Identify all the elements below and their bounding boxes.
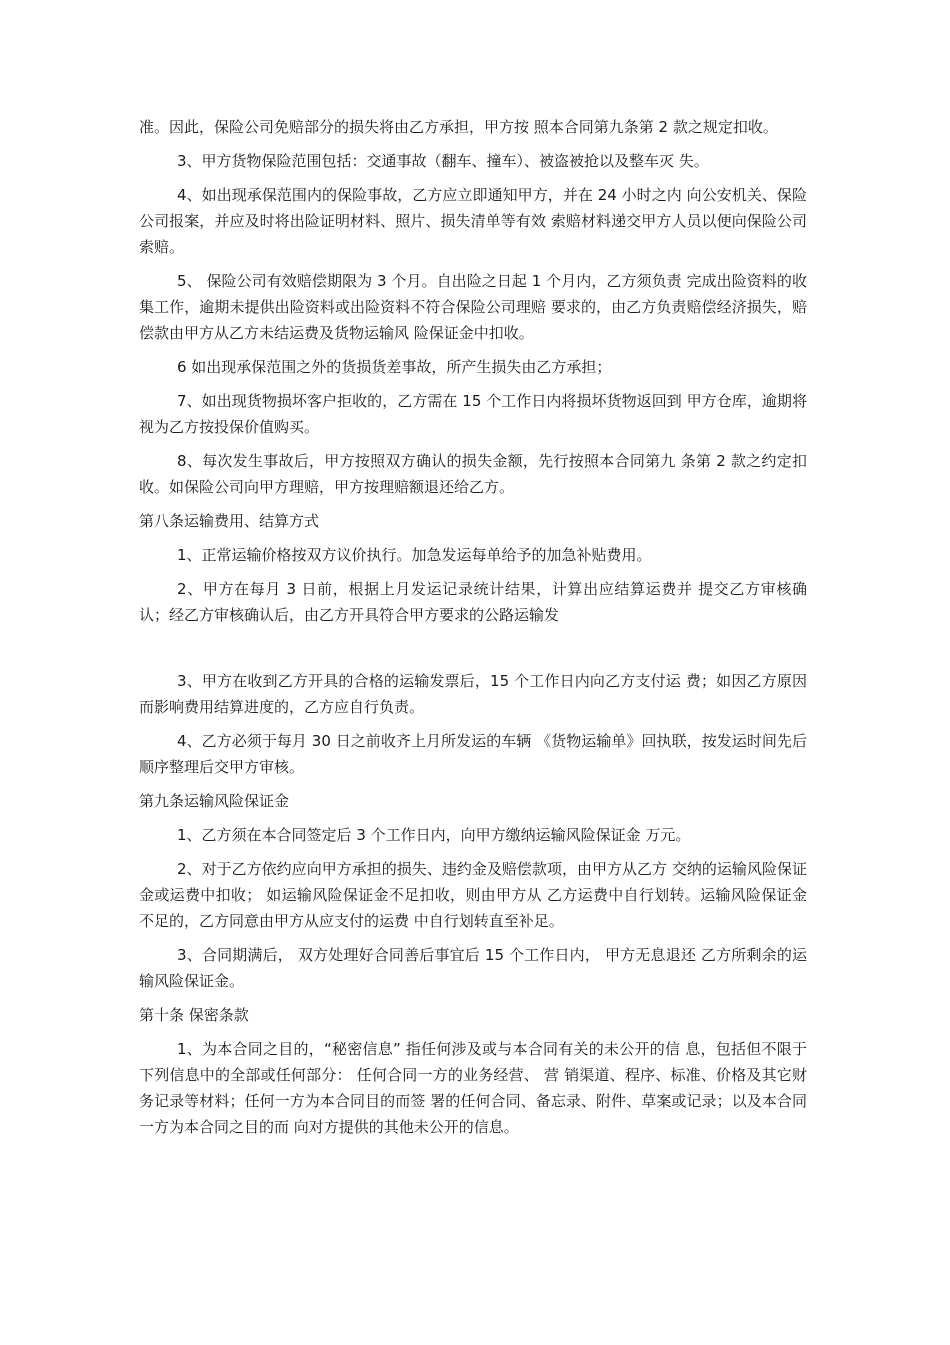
clause-9-3: 3、合同期满后， 双方处理好合同善后事宜后 15 个工作日内， 甲方无息退还 乙方所剩余的运输风险保证金。: [139, 946, 807, 990]
clause-9-2: 2、对于乙方依约应向甲方承担的损失、违约金及赔偿款项，由甲方从乙方 交纳的运输风险保证金或运费中扣收； 如运输风险保证金不足扣收，则由甲方从 乙方运费中自行划转。运输风险保证金不足的，乙方同意由甲方从应支付的运费 中自行划转直至补足。: [139, 860, 807, 930]
clause-8: 8、每次发生事故后，甲方按照双方确认的损失金额，先行按照本合同第九 条第 2 款之约定扣收。如保险公司向甲方理赔，甲方按理赔额退还给乙方。: [139, 452, 807, 496]
clause-10-1: 1、为本合同之目的，“秘密信息” 指任何涉及或与本合同有关的未公开的信 息，包括但不限于下列信息中的全部或任何部分： 任何合同一方的业务经营、 营 销渠道、程序、标准、价格及其它财务记录等材料；任何一方为本合同目的而签 署的任何合同、备忘录、附件、草案或记录；以及本合同一方为本合同之目的而 向对方提供的其他未公开的信息。: [139, 1040, 807, 1136]
section-heading-article-10: 第十条 保密条款: [139, 1006, 249, 1024]
clause-7: 7、如出现货物损坏客户拒收的，乙方需在 15 个工作日内将损坏货物返回到 甲方仓库，逾期将视为乙方按投保价值购买。: [139, 392, 807, 436]
clause-9-1: 1、乙方须在本合同签定后 3 个工作日内，向甲方缴纳运输风险保证金 万元。: [177, 826, 691, 844]
clause-8-1: 1、正常运输价格按双方议价执行。加急发运每单给予的加急补贴费用。: [177, 546, 652, 564]
page-break-gap: [139, 636, 807, 668]
section-heading-article-8: 第八条运输费用、结算方式: [139, 512, 320, 530]
paragraph: 准。因此，保险公司免赔部分的损失将由乙方承担，甲方按 照本合同第九条第 2 款之规定扣收。: [139, 118, 778, 136]
clause-8-3: 3、甲方在收到乙方开具的合格的运输发票后，15 个工作日内向乙方支付运 费；如因乙方原因而影响费用结算进度的，乙方应自行负责。: [139, 672, 807, 716]
clause-3: 3、甲方货物保险范围包括：交通事故（翻车、撞车）、被盗被抢以及整车灭 失。: [177, 152, 709, 170]
clause-8-4: 4、乙方必须于每月 30 日之前收齐上月所发运的车辆 《货物运输单》回执联，按发运时间先后顺序整理后交甲方审核。: [139, 732, 807, 776]
section-heading-article-9: 第九条运输风险保证金: [139, 792, 290, 810]
clause-5: 5、 保险公司有效赔偿期限为 3 个月。自出险之日起 1 个月内，乙方须负责 完成出险资料的收集工作，逾期未提供出险资料或出险资料不符合保险公司理赔 要求的，由乙方负责赔偿经济损失，赔偿款由甲方从乙方未结运费及货物运输风 险保证金中扣收。: [139, 272, 807, 342]
clause-4: 4、如出现承保范围内的保险事故，乙方应立即通知甲方，并在 24 小时之内 向公安机关、保险公司报案，并应及时将出险证明材料、照片、损失清单等有效 索赔材料递交甲方人员以便向保险公司索赔。: [139, 186, 807, 256]
clause-8-2: 2、甲方在每月 3 日前，根据上月发运记录统计结果，计算出应结算运费并 提交乙方审核确认；经乙方审核确认后，由乙方开具符合甲方要求的公路运输发: [139, 580, 807, 624]
document-body: [139, 114, 807, 1148]
clause-6: 6 如出现承保范围之外的货损货差事故，所产生损失由乙方承担；: [177, 358, 612, 376]
